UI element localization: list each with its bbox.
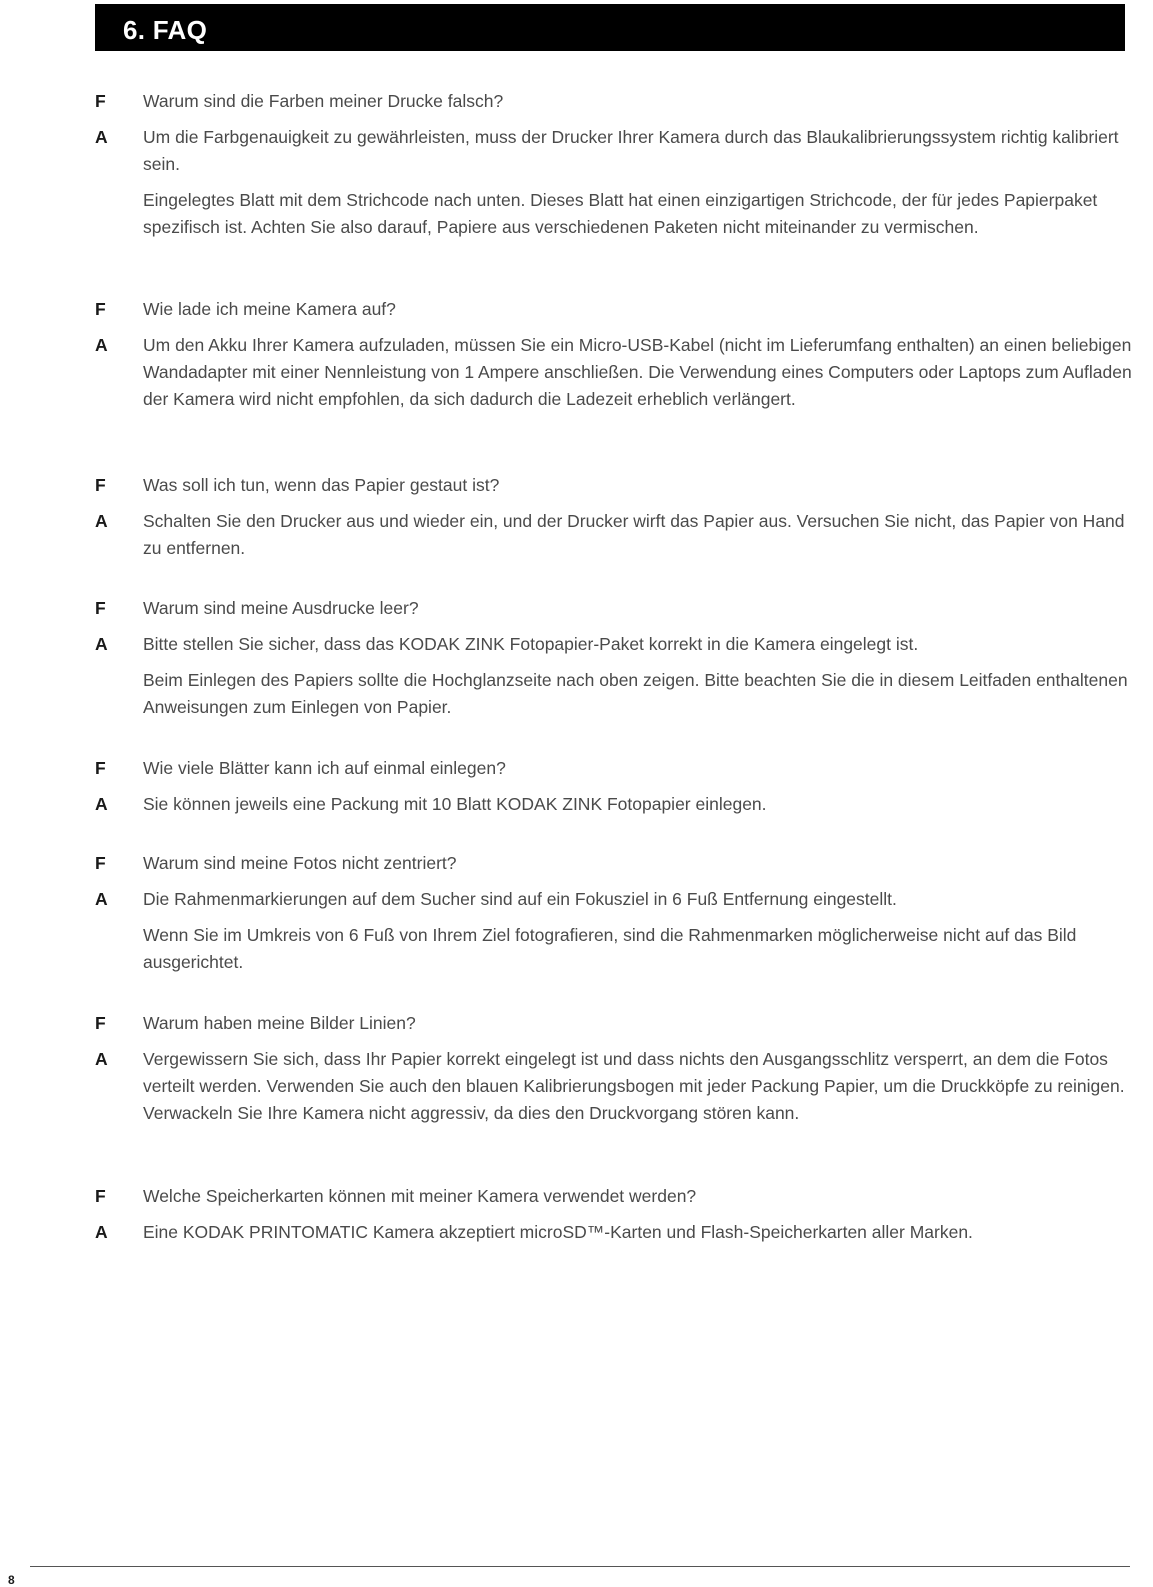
faq-item — [0, 472, 1153, 562]
question-text: Warum sind meine Fotos nicht zentriert? — [143, 853, 457, 873]
page-title: 6. FAQ — [123, 15, 208, 45]
faq-item — [0, 1010, 1153, 1127]
answer-text: Um die Farbgenauigkeit zu gewährleisten, muss der Drucker Ihrer Kamera durch das Blaukalibrierungssystem richtig kalibriert sein. — [143, 127, 1119, 174]
answer-marker: A — [95, 889, 108, 909]
answer-row — [0, 124, 1153, 178]
faq-item — [0, 88, 1153, 241]
question-marker: F — [95, 853, 106, 873]
answer-text: Vergewissern Sie sich, dass Ihr Papier korrekt eingelegt ist und dass nichts den Ausgangsschlitz versperrt, an dem die Fotos verteilt werden. Verwenden Sie auch den blauen Kalibrierungsbogen mit jeder Packung Papier, um die Druckköpfe zu reinigen. Verwackeln Sie Ihre Kamera nicht aggressiv, da dies den Druckvorgang stören kann. — [143, 1049, 1125, 1123]
question-row — [0, 472, 1153, 499]
answer-row — [0, 631, 1153, 658]
question-row — [0, 850, 1153, 877]
answer-extra-text: Wenn Sie im Umkreis von 6 Fuß von Ihrem Ziel fotografieren, sind die Rahmenmarken möglicherweise nicht auf das Bild ausgerichtet. — [143, 925, 1077, 972]
answer-marker: A — [95, 634, 108, 654]
answer-marker: A — [95, 127, 108, 147]
question-marker: F — [95, 1013, 106, 1033]
page-number: 8 — [8, 1573, 15, 1587]
question-text: Warum sind die Farben meiner Drucke falsch? — [143, 91, 504, 111]
answer-text: Bitte stellen Sie sicher, dass das KODAK ZINK Fotopapier-Paket korrekt in die Kamera eingelegt ist. — [143, 634, 919, 654]
question-text: Wie viele Blätter kann ich auf einmal einlegen? — [143, 758, 506, 778]
question-row — [0, 755, 1153, 782]
question-marker: F — [95, 299, 106, 319]
answer-marker: A — [95, 1049, 108, 1069]
answer-extra-text: Beim Einlegen des Papiers sollte die Hochglanzseite nach oben zeigen. Bitte beachten Sie die in diesem Leitfaden enthaltenen Anweisungen zum Einlegen von Papier. — [143, 670, 1128, 717]
faq-item — [0, 850, 1153, 976]
answer-extra-text: Eingelegtes Blatt mit dem Strichcode nach unten. Dieses Blatt hat einen einzigartigen Strichcode, der für jedes Papierpaket spezifisch ist. Achten Sie also darauf, Papiere aus verschiedenen Paketen nicht miteinander zu vermischen. — [143, 190, 1098, 237]
question-row — [0, 88, 1153, 115]
footer-divider — [30, 1566, 1130, 1567]
answer-row — [0, 332, 1153, 413]
question-row — [0, 296, 1153, 323]
question-marker: F — [95, 1186, 106, 1206]
faq-item — [0, 755, 1153, 818]
answer-row — [0, 886, 1153, 913]
question-marker: F — [95, 475, 106, 495]
answer-text: Schalten Sie den Drucker aus und wieder ein, und der Drucker wirft das Papier aus. Versuchen Sie nicht, das Papier von Hand zu entfernen. — [143, 511, 1125, 558]
answer-text: Die Rahmenmarkierungen auf dem Sucher sind auf ein Fokusziel in 6 Fuß Entfernung eingestellt. — [143, 889, 897, 909]
answer-row — [0, 791, 1153, 818]
faq-item — [0, 296, 1153, 413]
question-row — [0, 1183, 1153, 1210]
question-row — [0, 595, 1153, 622]
question-marker: F — [95, 758, 106, 778]
faq-item — [0, 595, 1153, 721]
answer-text: Eine KODAK PRINTOMATIC Kamera akzeptiert microSD™-Karten und Flash-Speicherkarten aller Marken. — [143, 1222, 973, 1242]
answer-row — [0, 1219, 1153, 1246]
answer-marker: A — [95, 1222, 108, 1242]
question-text: Wie lade ich meine Kamera auf? — [143, 299, 396, 319]
question-text: Warum haben meine Bilder Linien? — [143, 1013, 416, 1033]
answer-marker: A — [95, 335, 108, 355]
question-text: Warum sind meine Ausdrucke leer? — [143, 598, 419, 618]
answer-text: Um den Akku Ihrer Kamera aufzuladen, müssen Sie ein Micro-USB-Kabel (nicht im Lieferumfang enthalten) an einen beliebigen Wandadapter mit einer Nennleistung von 1 Ampere anschließen. Die Verwendung eines Computers oder Laptops zum Aufladen der Kamera wird nicht empfohlen, da sich dadurch die Ladezeit erheblich verlängert. — [143, 335, 1132, 409]
question-row — [0, 1010, 1153, 1037]
question-marker: F — [95, 91, 106, 111]
question-text: Welche Speicherkarten können mit meiner Kamera verwendet werden? — [143, 1186, 697, 1206]
question-text: Was soll ich tun, wenn das Papier gestaut ist? — [143, 475, 500, 495]
answer-text: Sie können jeweils eine Packung mit 10 Blatt KODAK ZINK Fotopapier einlegen. — [143, 794, 767, 814]
faq-item — [0, 1183, 1153, 1246]
answer-row — [0, 508, 1153, 562]
question-marker: F — [95, 598, 106, 618]
answer-marker: A — [95, 511, 108, 531]
answer-marker: A — [95, 794, 108, 814]
answer-row — [0, 1046, 1153, 1127]
